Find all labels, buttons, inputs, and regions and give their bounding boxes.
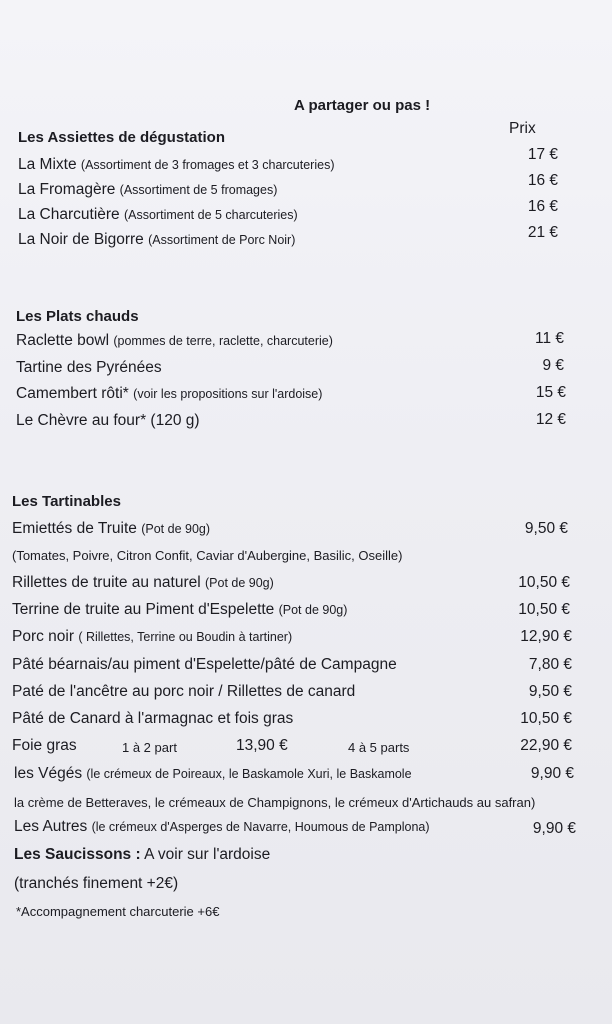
menu-item-autres: Les Autres (le crémeux d'Asperges de Navarre, Houmous de Pamplona) bbox=[14, 818, 430, 835]
price-pate-canard: 10,50 € bbox=[520, 710, 572, 727]
price-emiettes: 9,50 € bbox=[524, 520, 568, 537]
menu-item-pate-ancetre: Paté de l'ancêtre au porc noir / Rillettes de canard bbox=[12, 683, 356, 700]
price-raclette: 11 € bbox=[534, 330, 564, 347]
price-autres: 9,90 € bbox=[532, 820, 576, 837]
menu-item-emiettes: Emiettés de Truite (Pot de 90g) bbox=[12, 520, 211, 537]
menu-item-rillettes-truite: Rillettes de truite au naturel (Pot de 90g) bbox=[12, 574, 274, 591]
price-chevre: 12 € bbox=[535, 411, 566, 428]
saucissons-note: (tranchés finement +2€) bbox=[14, 875, 179, 892]
menu-item-camembert: Camembert rôti* (voir les propositions sur l'ardoise) bbox=[16, 385, 323, 402]
foie-gras-small-label: 1 à 2 part bbox=[122, 740, 177, 755]
foie-gras-large-price: 22,90 € bbox=[520, 737, 572, 754]
emiettes-note: (Tomates, Poivre, Citron Confit, Caviar d'Aubergine, Basilic, Oseille) bbox=[12, 548, 403, 563]
menu-item-foie-gras: Foie gras bbox=[12, 737, 77, 754]
price-mixte: 17 € bbox=[527, 146, 558, 163]
price-pate-bearnais: 7,80 € bbox=[528, 656, 572, 673]
menu-item-terrine-truite: Terrine de truite au Piment d'Espelette (Pot de 90g) bbox=[12, 601, 348, 618]
menu-item-mixte: La Mixte (Assortiment de 3 fromages et 3 charcuteries) bbox=[18, 156, 335, 173]
menu-title: A partager ou pas ! bbox=[294, 97, 431, 114]
price-fromagere: 16 € bbox=[527, 172, 558, 189]
price-porc-noir: 12,90 € bbox=[520, 628, 572, 645]
price-veges: 9,90 € bbox=[530, 765, 574, 782]
price-header: Prix bbox=[509, 120, 536, 137]
section-heading-plats: Les Plats chauds bbox=[16, 308, 139, 325]
foie-gras-small-price: 13,90 € bbox=[236, 737, 288, 754]
menu-item-tartine: Tartine des Pyrénées bbox=[16, 359, 162, 376]
menu-item-chevre: Le Chèvre au four* (120 g) bbox=[16, 412, 200, 429]
menu-item-porc-noir: Porc noir ( Rillettes, Terrine ou Boudin à tartiner) bbox=[12, 628, 293, 645]
price-pate-ancetre: 9,50 € bbox=[528, 683, 572, 700]
footnote: *Accompagnement charcuterie +6€ bbox=[16, 904, 220, 919]
foie-gras-large-label: 4 à 5 parts bbox=[348, 740, 410, 755]
section-heading-assiettes: Les Assiettes de dégustation bbox=[18, 129, 225, 146]
price-charcutiere: 16 € bbox=[527, 198, 558, 215]
saucissons-line: Les Saucissons : A voir sur l'ardoise bbox=[14, 846, 271, 863]
menu-item-pate-canard: Pâté de Canard à l'armagnac et fois gras bbox=[12, 710, 294, 727]
section-heading-tartinables: Les Tartinables bbox=[12, 493, 121, 510]
price-rillettes-truite: 10,50 € bbox=[518, 574, 570, 591]
menu-item-fromagere: La Fromagère (Assortiment de 5 fromages) bbox=[18, 181, 278, 198]
menu-item-raclette: Raclette bowl (pommes de terre, raclette, charcuterie) bbox=[16, 332, 333, 349]
menu-item-noir-bigorre: La Noir de Bigorre (Assortiment de Porc Noir) bbox=[18, 231, 296, 248]
menu-item-pate-bearnais: Pâté béarnais/au piment d'Espelette/pâté de Campagne bbox=[12, 656, 397, 673]
price-noir-bigorre: 21 € bbox=[527, 224, 558, 241]
price-terrine-truite: 10,50 € bbox=[518, 601, 570, 618]
price-camembert: 15 € bbox=[535, 384, 566, 401]
menu-item-veges: les Végés (le crémeux de Poireaux, le Baskamole Xuri, le Baskamole bbox=[14, 765, 412, 782]
menu-item-charcutiere: La Charcutière (Assortiment de 5 charcuteries) bbox=[18, 206, 298, 223]
veges-desc-continued: la crème de Betteraves, le crémeaux de Champignons, le crémeux d'Artichauds au safran) bbox=[14, 795, 536, 810]
price-tartine: 9 € bbox=[542, 357, 564, 374]
